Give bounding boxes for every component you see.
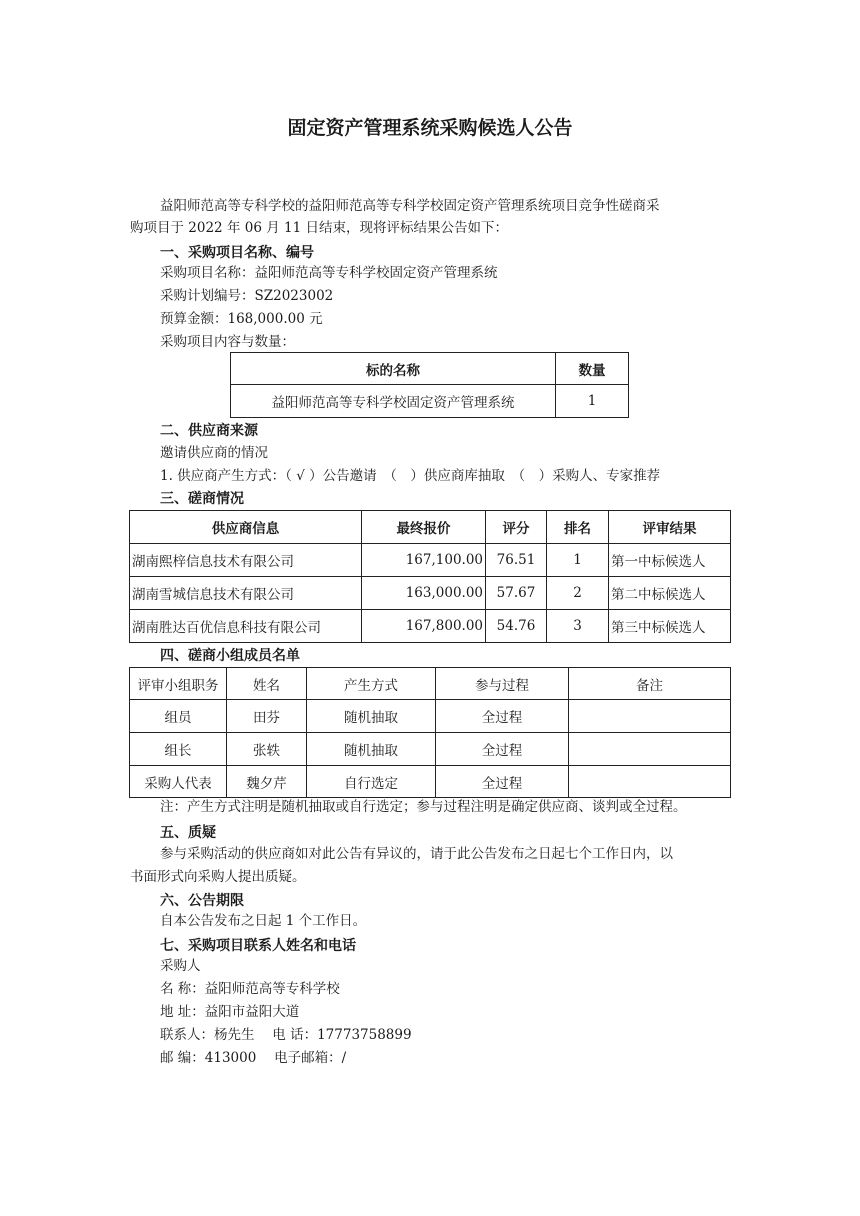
selection-cell: 随机抽取: [307, 733, 436, 766]
header-role: 评审小组职务: [130, 668, 227, 700]
member-name-cell: 张轶: [227, 733, 307, 766]
price-cell: 167,100.00: [362, 544, 486, 577]
item-quantity-cell: 1: [556, 385, 629, 418]
intro-line-2: 购项目于 2022 年 06 月 11 日结束，现将评标结果公告如下：: [130, 220, 508, 236]
supplier-cell: 湖南熙梓信息技术有限公司: [130, 544, 362, 577]
objection-line-1: 参与采购活动的供应商如对此公告有异议的，请于此公告发布之日起七个工作日内，以: [160, 846, 673, 862]
remarks-cell: [569, 733, 731, 766]
role-cell: 组长: [130, 733, 227, 766]
score-cell: 57.67: [486, 577, 547, 610]
header-score: 评分: [486, 511, 547, 544]
table-row: [130, 610, 731, 643]
item-table: [230, 352, 629, 418]
header-remarks: 备注: [569, 668, 731, 700]
participation-cell: 全过程: [436, 766, 569, 798]
section-7-heading: 七、采购项目联系人姓名和电话: [160, 938, 356, 954]
section-6-heading: 六、公告期限: [160, 893, 244, 909]
member-name-cell: 田芬: [227, 700, 307, 733]
header-item-name: 标的名称: [231, 353, 556, 385]
rank-cell: 3: [547, 610, 609, 643]
remarks-cell: [569, 700, 731, 733]
header-final-price: 最终报价: [362, 511, 486, 544]
supplier-source-line: 邀请供应商的情况: [160, 445, 268, 461]
intro-line-1: 益阳师范高等专科学校的益阳师范高等专科学校固定资产管理系统项目竞争性磋商采: [160, 198, 660, 214]
score-cell: 54.76: [486, 610, 547, 643]
period-line: 自本公告发布之日起 1 个工作日。: [160, 913, 367, 929]
buyer-contact-line: 联系人：杨先生 电 话：17773758899: [160, 1027, 412, 1043]
panel-table-header: [130, 668, 731, 700]
table-row: [130, 766, 731, 798]
item-name-cell: 益阳师范高等专科学校固定资产管理系统: [231, 385, 556, 418]
rank-cell: 2: [547, 577, 609, 610]
price-cell: 163,000.00: [362, 577, 486, 610]
table-row: [130, 577, 731, 610]
header-result: 评审结果: [609, 511, 731, 544]
negotiation-table: [129, 510, 731, 643]
buyer-address-line: 地 址：益阳市益阳大道: [160, 1004, 300, 1020]
header-participation: 参与过程: [436, 668, 569, 700]
participation-cell: 全过程: [436, 733, 569, 766]
buyer-name-line: 名 称：益阳师范高等专科学校: [160, 981, 340, 997]
plan-number-line: 采购计划编号：SZ2023002: [160, 288, 334, 304]
table-row: [231, 385, 629, 418]
role-cell: 组员: [130, 700, 227, 733]
buyer-line: 采购人: [160, 958, 201, 974]
role-cell: 采购人代表: [130, 766, 227, 798]
rank-cell: 1: [547, 544, 609, 577]
header-supplier: 供应商信息: [130, 511, 362, 544]
panel-table: [129, 667, 731, 798]
result-cell: 第一中标候选人: [609, 544, 731, 577]
section-1-heading: 一、采购项目名称、编号: [160, 245, 314, 261]
section-3-heading: 三、磋商情况: [160, 491, 244, 507]
header-name: 姓名: [227, 668, 307, 700]
table-row: [130, 700, 731, 733]
selection-cell: 自行选定: [307, 766, 436, 798]
item-table-header: [231, 353, 629, 385]
price-cell: 167,800.00: [362, 610, 486, 643]
content-line: 采购项目内容与数量：: [160, 334, 295, 350]
header-rank: 排名: [547, 511, 609, 544]
page-title: 固定资产管理系统采购候选人公告: [287, 117, 573, 139]
header-selection: 产生方式: [307, 668, 436, 700]
result-cell: 第三中标候选人: [609, 610, 731, 643]
participation-cell: 全过程: [436, 700, 569, 733]
supplier-method-line: 1. 供应商产生方式：（ √ ）公告邀请 （ ）供应商库抽取 （ ）采购人、专家推荐: [160, 468, 661, 484]
section-4-heading: 四、磋商小组成员名单: [160, 648, 300, 664]
member-name-cell: 魏夕芹: [227, 766, 307, 798]
table-row: [130, 544, 731, 577]
score-cell: 76.51: [486, 544, 547, 577]
budget-line: 预算金额：168,000.00 元: [160, 311, 323, 327]
buyer-zip-line: 邮 编：413000 电子邮箱：/: [160, 1050, 347, 1066]
section-2-heading: 二、供应商来源: [160, 423, 258, 439]
project-name-line: 采购项目名称：益阳师范高等专科学校固定资产管理系统: [160, 265, 498, 281]
table-row: [130, 733, 731, 766]
section-5-heading: 五、质疑: [160, 825, 216, 841]
remarks-cell: [569, 766, 731, 798]
negotiation-table-header: [130, 511, 731, 544]
result-cell: 第二中标候选人: [609, 577, 731, 610]
panel-note: 注：产生方式注明是随机抽取或自行选定；参与过程注明是确定供应商、谈判或全过程。: [160, 799, 687, 815]
selection-cell: 随机抽取: [307, 700, 436, 733]
header-quantity: 数量: [556, 353, 629, 385]
supplier-cell: 湖南雪城信息技术有限公司: [130, 577, 362, 610]
objection-line-2: 书面形式向采购人提出质疑。: [130, 869, 306, 885]
supplier-cell: 湖南胜达百优信息科技有限公司: [130, 610, 362, 643]
